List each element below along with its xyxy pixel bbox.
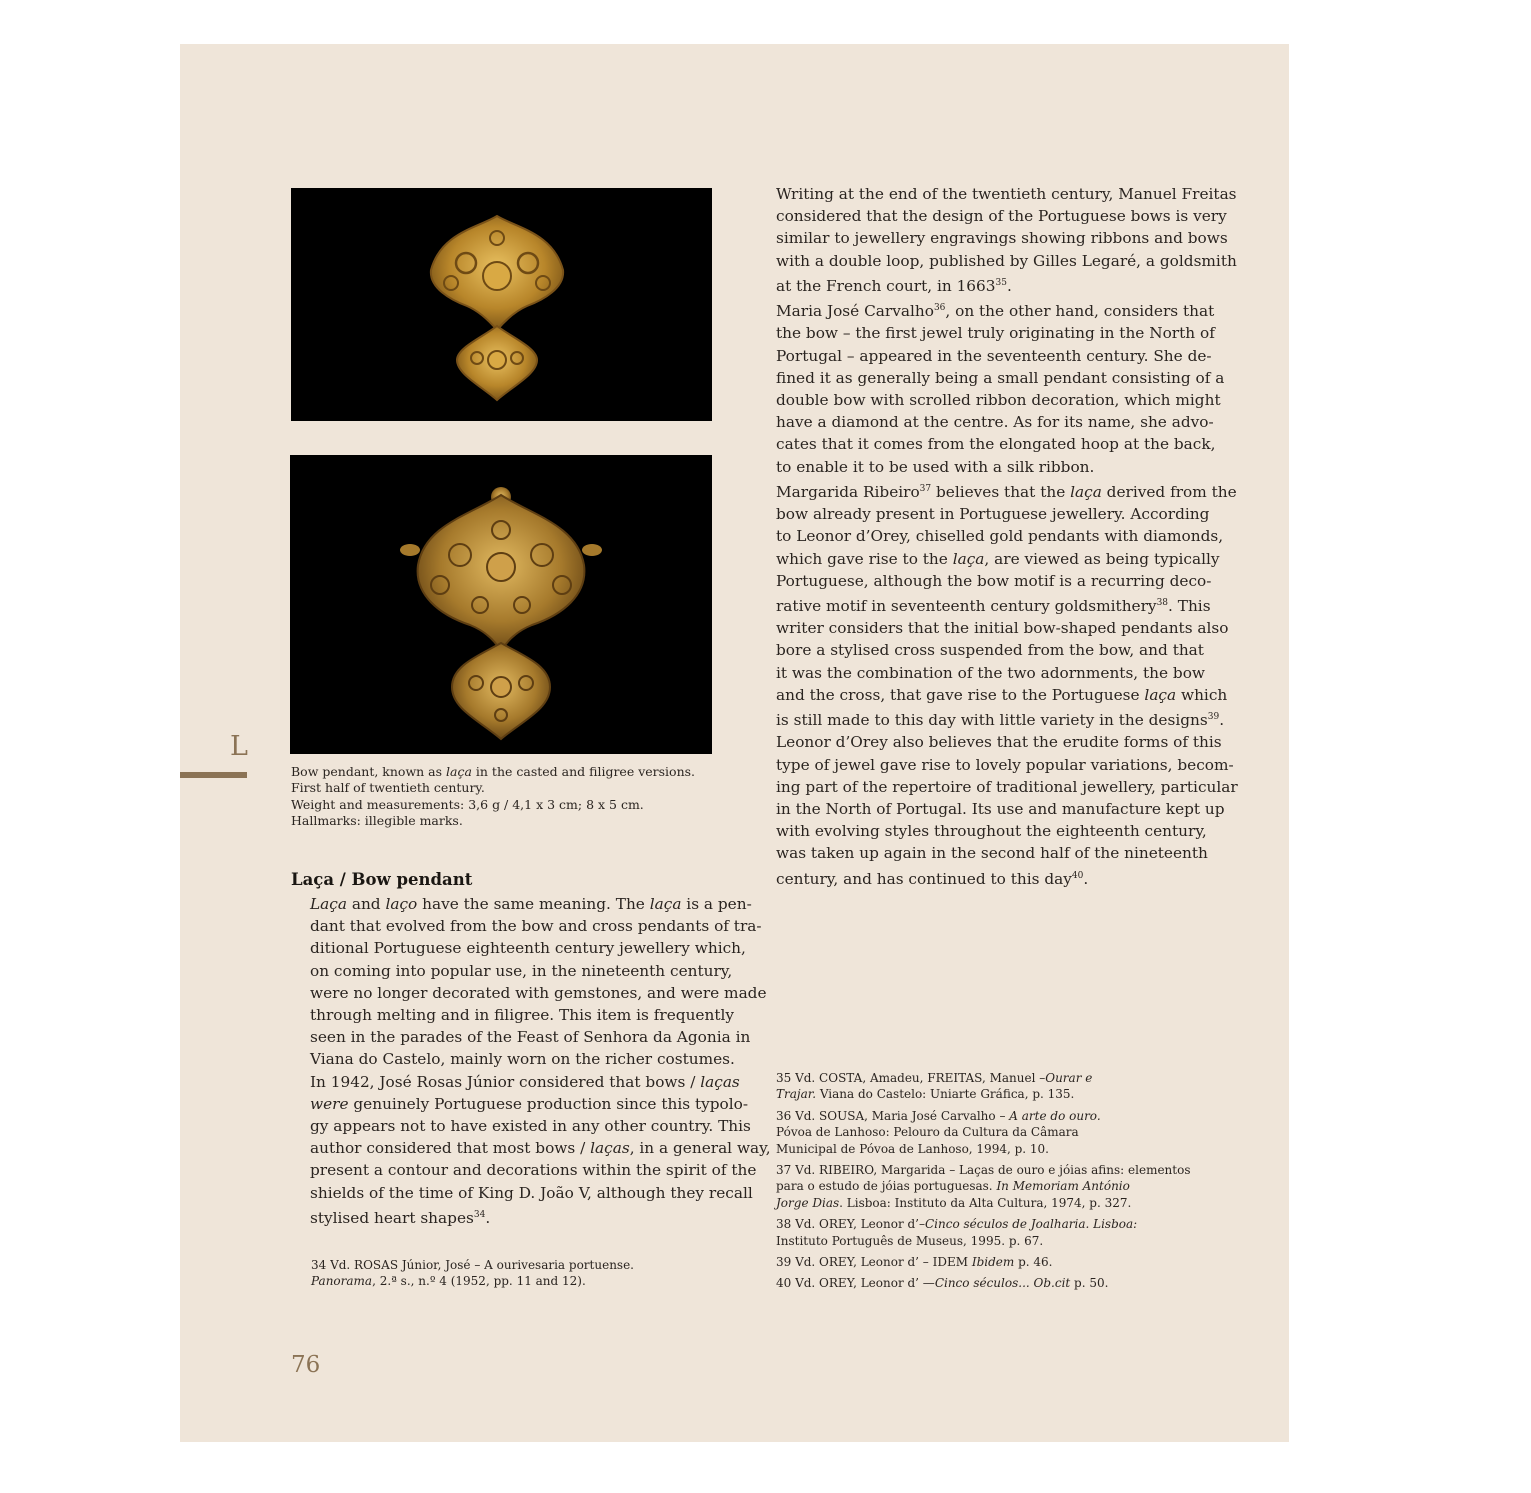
text-line: bore a stylised cross suspended from the bow, and that <box>776 641 1204 660</box>
text-line: type of jewel gave rise to lovely popular variations, becom- <box>776 755 1234 774</box>
footnotes-right <box>776 1070 1191 1292</box>
footnote-ref: 39 <box>1207 712 1220 723</box>
text-line: ditional Portuguese eighteenth century jewellery which, <box>310 939 746 958</box>
text-line: Writing at the end of the twentieth century, Manuel Freitas <box>776 185 1237 203</box>
text-line: in the North of Portugal. Its use and manufacture kept up <box>776 799 1225 818</box>
footnote-line: 35 Vd. COSTA, Amadeu, FREITAS, Manuel –Ourar e <box>776 1071 1093 1085</box>
footnote-line: Jorge Dias. Lisboa: Instituto da Alta Cultura, 1974, p. 327. <box>776 1195 1132 1210</box>
text-line: the bow – the first jewel truly originating in the North of <box>776 324 1215 343</box>
text-line: cates that it comes from the elongated hoop at the back, <box>776 435 1216 454</box>
caption-text: Bow pendant, known as <box>291 764 447 779</box>
caption-text: in the casted and filigree versions. <box>471 764 696 779</box>
footnote-line: 38 Vd. OREY, Leonor d’–Cinco séculos de Joalharia. Lisboa: <box>776 1217 1138 1232</box>
text-line: Leonor d’Orey also believes that the erudite forms of this <box>776 733 1222 752</box>
text-line: was taken up again in the second half of the nineteenth <box>776 844 1208 863</box>
text-line: author considered that most bows / laças, in a general way, <box>310 1139 771 1158</box>
footnote-line: Panorama, 2.ª s., n.º 4 (1952, pp. 11 and 12). <box>311 1274 586 1289</box>
cast-bow-pendant-photo <box>291 188 712 421</box>
caption-line: Weight and measurements: 3,6 g / 4,1 x 3 cm; 8 x 5 cm. <box>291 796 644 812</box>
filigree-bow-pendant-photo <box>290 455 712 754</box>
footnote-ref: 36 <box>933 303 946 314</box>
text-line: at the French court, in 1663$^{35}$. <box>776 276 1012 295</box>
section-letter: L <box>230 731 248 762</box>
caption-line <box>291 764 731 780</box>
footnote-ref: 38 <box>1156 597 1169 608</box>
footnote-line: 34 Vd. ROSAS Júnior, José – A ourivesaria portuense. <box>311 1258 634 1272</box>
footnote-line: para o estudo de jóias portuguesas. In Memoriam António <box>776 1179 1130 1194</box>
text-line: dant that evolved from the bow and cross pendants of tra- <box>310 917 762 936</box>
text-line: which gave rise to the laça, are viewed as being typically <box>776 549 1220 568</box>
text-line: Maria José Carvalho$^{36}$, on the other hand, considers that <box>776 302 1215 321</box>
text-line: have a diamond at the centre. As for its name, she advo- <box>776 413 1214 432</box>
text-line: through melting and in filigree. This item is frequently <box>310 1006 735 1025</box>
footnote-34 <box>311 1257 634 1290</box>
text-line: with a double loop, published by Gilles Legaré, a goldsmith <box>776 251 1237 270</box>
footnote-ref: 40 <box>1071 870 1084 881</box>
caption-line: Hallmarks: illegible marks. <box>291 812 463 828</box>
section-heading: Laça / Bow pendant <box>291 870 473 889</box>
text-line: were no longer decorated with gemstones, and were made <box>310 983 767 1002</box>
text-line: on coming into popular use, in the nineteenth century, <box>310 961 733 980</box>
section-marker-bar <box>180 772 247 778</box>
footnote-ref: 37 <box>919 483 932 494</box>
caption-line: First half of twentieth century. <box>291 780 485 796</box>
footnote-line: 40 Vd. OREY, Leonor d’ —Cinco séculos... Ob.cit p. 50. <box>776 1276 1109 1291</box>
page-number: 76 <box>291 1352 321 1378</box>
text-line: similar to jewellery engravings showing ribbons and bows <box>776 229 1228 248</box>
text-line: and the cross, that gave rise to the Portuguese laça which <box>776 685 1228 704</box>
image-caption <box>291 764 731 829</box>
text-line: were genuinely Portuguese production since this typolo- <box>310 1094 749 1113</box>
text-line: it was the combination of the two adornments, the bow <box>776 663 1206 682</box>
text-line: Viana do Castelo, mainly worn on the richer costumes. <box>310 1050 735 1069</box>
text-line: with evolving styles throughout the eighteenth century, <box>776 822 1207 841</box>
footnote-line: 36 Vd. SOUSA, Maria José Carvalho – A arte do ouro. <box>776 1108 1101 1123</box>
text-line: to enable it to be used with a silk ribbon. <box>776 457 1095 476</box>
footnote-line: Póvoa de Lanhoso: Pelouro da Cultura da Câmara <box>776 1125 1079 1140</box>
footnote-line: Municipal de Póvoa de Lanhoso, 1994, p. 10. <box>776 1141 1049 1156</box>
text-line: Margarida Ribeiro$^{37}$ believes that the laça derived from the <box>776 482 1237 501</box>
footnote-line: Trajar. Viana do Castelo: Uniarte Gráfica, p. 135. <box>776 1087 1075 1102</box>
footnote-line: 37 Vd. RIBEIRO, Margarida – Laças de ouro e jóias afins: elementos <box>776 1163 1191 1178</box>
left-body-column <box>310 893 771 1229</box>
text-line: Portugal – appeared in the seventeenth century. She de- <box>776 346 1212 365</box>
caption-italic: laça <box>446 764 472 779</box>
text-line: stylised heart shapes$^{34}$. <box>310 1208 491 1227</box>
text-line: ing part of the repertoire of traditional jewellery, particular <box>776 777 1238 796</box>
text-line: to Leonor d’Orey, chiselled gold pendants with diamonds, <box>776 527 1224 546</box>
footnote-ref: 34 <box>473 1209 486 1220</box>
text-line: gy appears not to have existed in any other country. This <box>310 1117 751 1136</box>
text-line: shields of the time of King D. João V, although they recall <box>310 1183 753 1202</box>
text-line: writer considers that the initial bow-shaped pendants also <box>776 619 1229 638</box>
right-body-column <box>776 183 1238 890</box>
footnote-line: Instituto Português de Museus, 1995. p. 67. <box>776 1233 1044 1248</box>
text-line: seen in the parades of the Feast of Senhora da Agonia in <box>310 1028 751 1047</box>
text-line: bow already present in Portuguese jewellery. According <box>776 505 1210 524</box>
footnote-ref: 35 <box>995 277 1007 288</box>
text-line: is still made to this day with little variety in the designs$^{39}$. <box>776 711 1225 730</box>
text-line: double bow with scrolled ribbon decoration, which might <box>776 391 1221 410</box>
text-line: In 1942, José Rosas Júnior considered that bows / laças <box>310 1072 740 1091</box>
text-line: century, and has continued to this day$^{40}$. <box>776 869 1089 888</box>
text-line: considered that the design of the Portuguese bows is very <box>776 207 1227 226</box>
text-line: rative motif in seventeenth century goldsmithery$^{38}$. This <box>776 597 1211 616</box>
text-line: Laça and laço have the same meaning. The laça is a pen- <box>310 895 752 913</box>
text-line: Portuguese, although the bow motif is a recurring deco- <box>776 571 1212 590</box>
text-line: fined it as generally being a small pendant consisting of a <box>776 368 1225 387</box>
text-line: present a contour and decorations within the spirit of the <box>310 1161 757 1180</box>
footnote-line: 39 Vd. OREY, Leonor d’ – IDEM Ibidem p. 46. <box>776 1255 1053 1270</box>
